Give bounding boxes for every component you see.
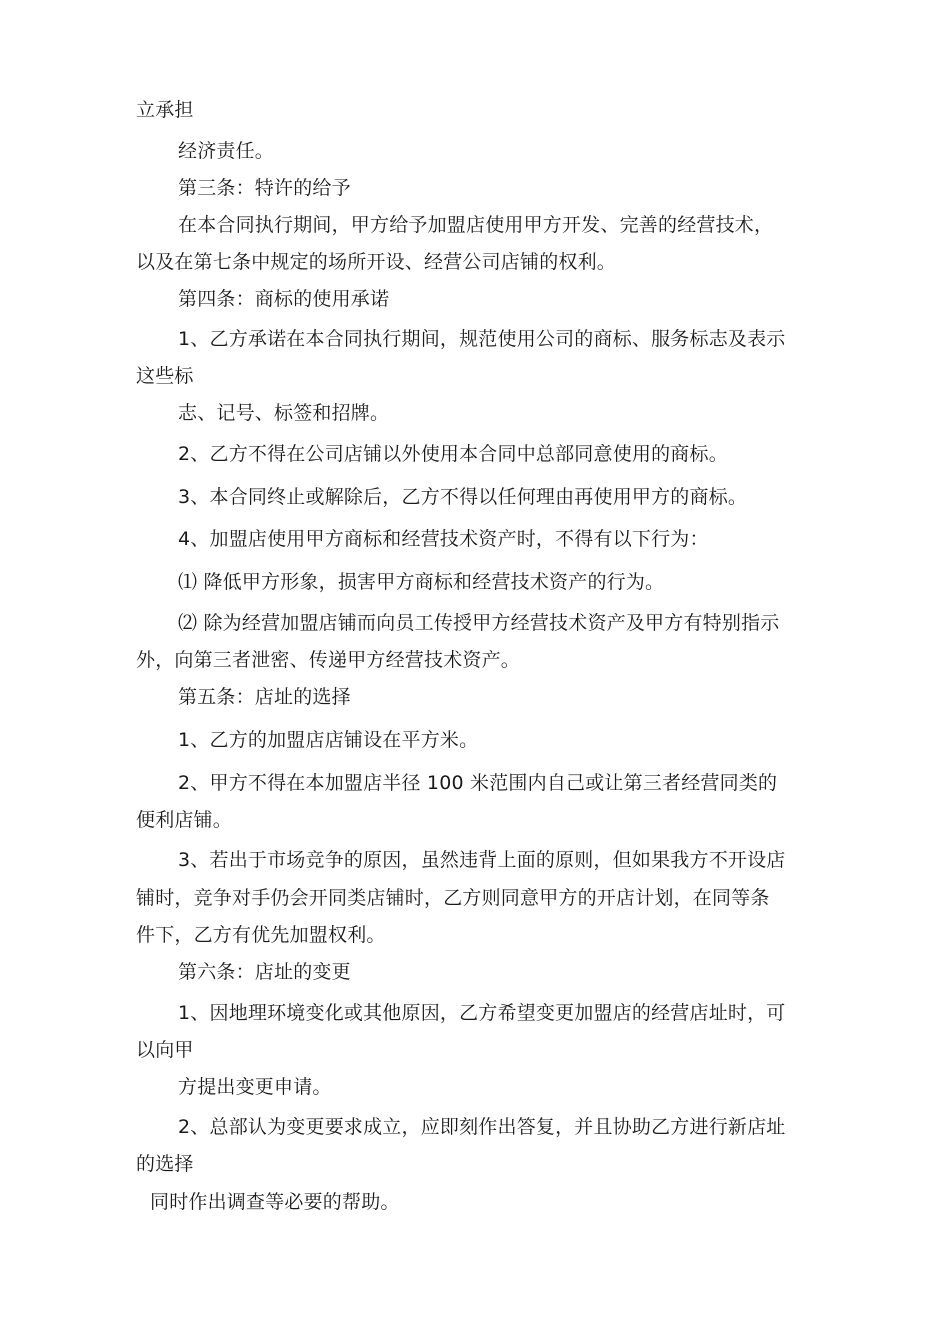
text-line: 4、加盟店使用甲方商标和经营技术资产时，不得有以下行为： xyxy=(178,528,709,550)
text-line: 的选择 xyxy=(136,1153,194,1175)
text-line: 志、记号、标签和招牌。 xyxy=(178,402,390,424)
article-heading: 第三条：特许的给予 xyxy=(178,177,351,199)
article-heading: 第五条：店址的选择 xyxy=(178,686,351,708)
text-line: ⑵ 除为经营加盟店铺而向员工传授甲方经营技术资产及甲方有特别指示 xyxy=(178,612,780,634)
text-line: 外，向第三者泄密、传递甲方经营技术资产。 xyxy=(136,649,521,671)
article-heading: 第四条：商标的使用承诺 xyxy=(178,288,390,310)
text-line: 立承担 xyxy=(136,99,194,121)
text-line: 在本合同执行期间，甲方给予加盟店使用甲方开发、完善的经营技术， xyxy=(178,214,774,236)
text-line: 件下，乙方有优先加盟权利。 xyxy=(136,924,386,946)
text-line: 铺时，竞争对手仍会开同类店铺时，乙方则同意甲方的开店计划，在同等条 xyxy=(136,887,770,909)
text-line: 2、总部认为变更要求成立，应即刻作出答复，并且协助乙方进行新店址 xyxy=(178,1116,786,1138)
text-line: 2、乙方不得在公司店铺以外使用本合同中总部同意使用的商标。 xyxy=(178,443,728,465)
text-line: 1、乙方承诺在本合同执行期间，规范使用公司的商标、服务标志及表示 xyxy=(178,328,786,350)
text-line: 便利店铺。 xyxy=(136,809,233,831)
text-line: ⑴ 降低甲方形象，损害甲方商标和经营技术资产的行为。 xyxy=(178,571,665,593)
text-line: 1、乙方的加盟店店铺设在平方米。 xyxy=(178,729,479,751)
text-line: 方提出变更申请。 xyxy=(178,1076,332,1098)
text-line: 2、甲方不得在本加盟店半径 100 米范围内自己或让第三者经营同类的 xyxy=(178,772,778,794)
text-line: 同时作出调查等必要的帮助。 xyxy=(150,1191,400,1213)
text-line: 3、本合同终止或解除后，乙方不得以任何理由再使用甲方的商标。 xyxy=(178,486,748,508)
article-heading: 第六条：店址的变更 xyxy=(178,961,351,983)
text-line: 这些标 xyxy=(136,365,194,387)
text-line: 3、若出于市场竞争的原因，虽然违背上面的原则，但如果我方不开设店 xyxy=(178,849,786,871)
text-line: 以及在第七条中规定的场所开设、经营公司店铺的权利。 xyxy=(136,251,617,273)
text-line: 经济责任。 xyxy=(178,140,275,162)
text-line: 以向甲 xyxy=(136,1039,194,1061)
text-line: 1、因地理环境变化或其他原因，乙方希望变更加盟店的经营店址时，可 xyxy=(178,1002,786,1024)
